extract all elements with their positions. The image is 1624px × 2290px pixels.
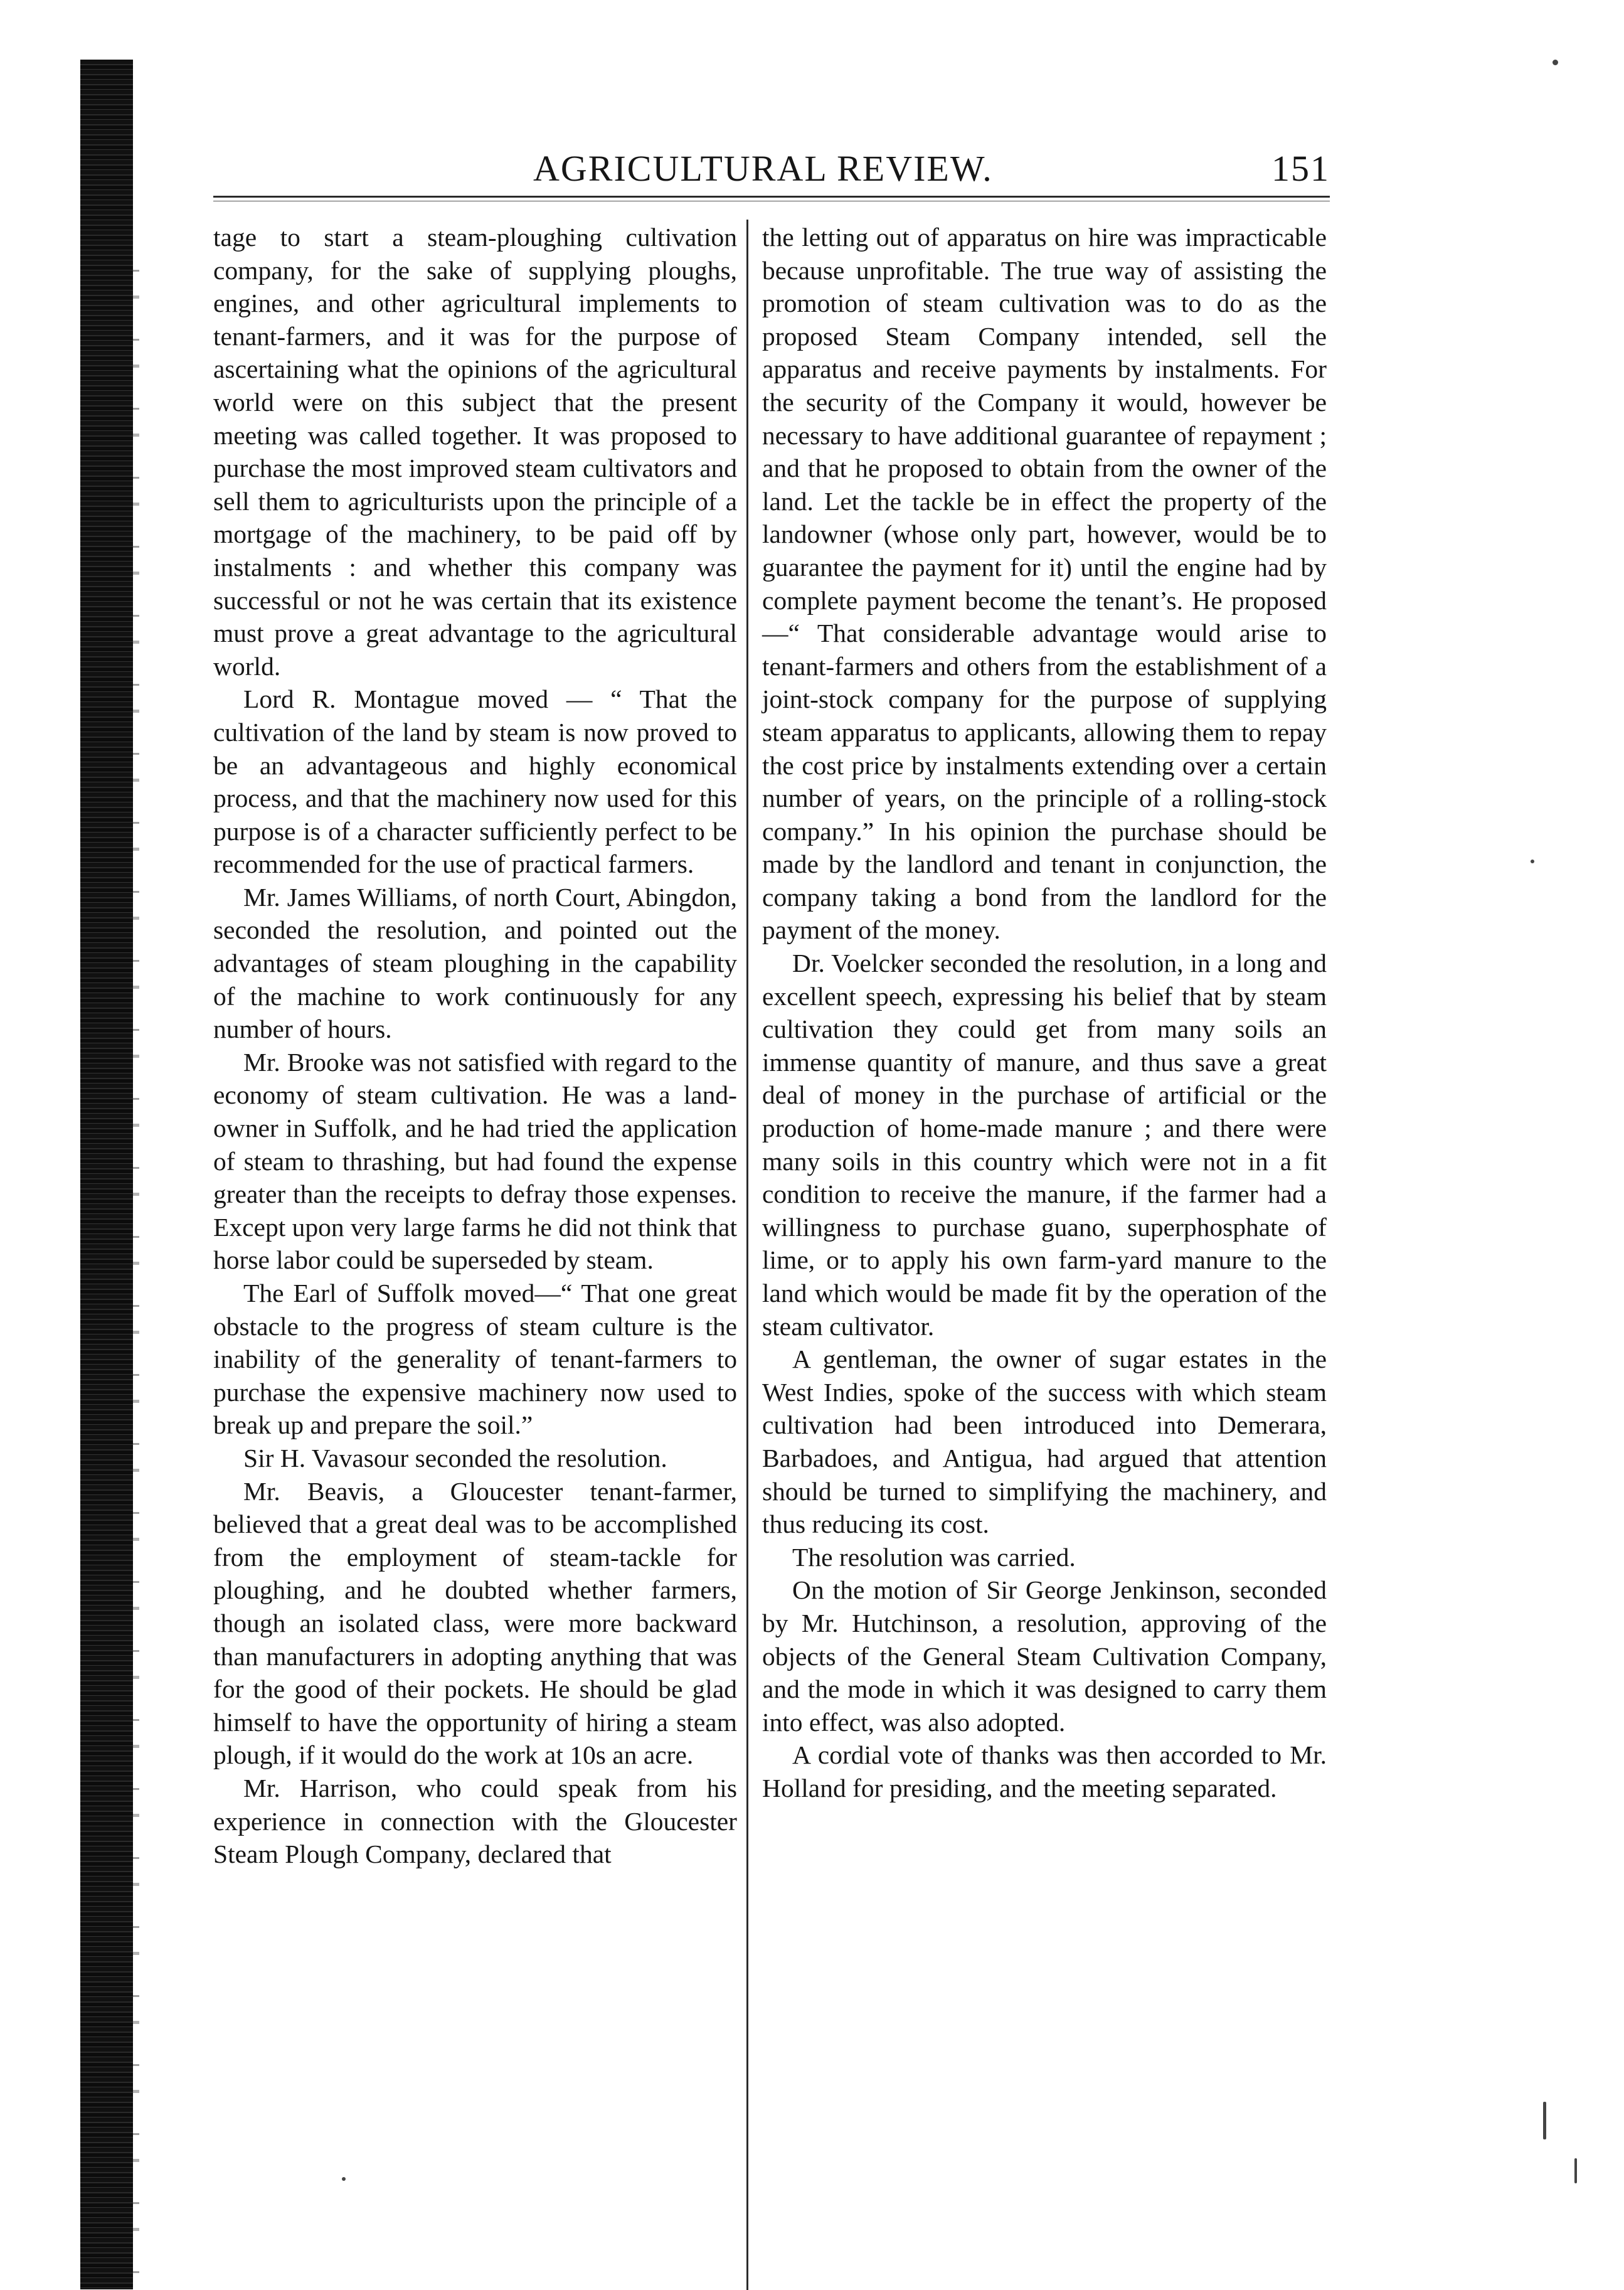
- paragraph: A cordial vote of thanks was then accorded to Mr. Holland for presiding, and the meeting separated.: [762, 1740, 1327, 1803]
- paragraph: tage to start a steam-ploughing cultivation company, for the sake of supplying ploughs, engines, and other agricultural implements to tenant-farmers, and it was for the purpose of ascertaining what the opinions of the agricultural world were on this subject that the present meeting was called together. It was proposed to purchase the most improved steam cultivators and sell them to agriculturists upon the principle of a mortgage of the machinery, to be paid off by instalments : and whether this company was successful or not he was certain that its existence must prove a great advantage to the agricultural world.: [213, 223, 737, 681]
- paragraph: Mr. Harrison, who could speak from his experience in connection with the Gloucester Steam Plough Company, declared that: [213, 1773, 737, 1869]
- scan-speck: [1552, 60, 1558, 65]
- right-column: [762, 221, 1327, 1805]
- scan-speck: [1531, 860, 1534, 863]
- paragraph: Mr. Brooke was not satisfied with regard to the economy of steam cultivation. He was a land-owner in Suffolk, and he had tried the application of steam to thrashing, but had found the expense greater than the receipts to defray those expenses. Except upon very large farms he did not think that horse labor could be superseded by steam.: [213, 1047, 737, 1275]
- paragraph: The Earl of Suffolk moved—“ That one great obstacle to the progress of steam culture is the inability of the generality of tenant-farmers to purchase the expensive machinery now used to break up and prepare the soil.”: [213, 1279, 737, 1440]
- paragraph: Mr. Beavis, a Gloucester tenant-farmer, believed that a great deal was to be accomplished from the employment of steam-tackle for ploughing, and he doubted whether farmers, though an isolated class, were more backward than manufacturers in adopting anything that was for the good of their pockets. He should be glad himself to have the opportunity of hiring a steam plough, if it would do the work at 10s an acre.: [213, 1476, 737, 1770]
- journal-title: AGRICULTURAL REVIEW.: [533, 148, 993, 189]
- scan-speck: [1543, 2102, 1546, 2139]
- paragraph: On the motion of Sir George Jenkinson, seconded by Mr. Hutchinson, a resolution, approving of the objects of the General Steam Cultivation Company, and the mode in which it was designed to carry them into effect, was also adopted.: [762, 1575, 1327, 1737]
- paragraph: A gentleman, the owner of sugar estates in the West Indies, spoke of the success with which steam cultivation had been introduced into Demerara, Barbadoes, and Antigua, had argued that attention should be turned to simplifying the machinery, and thus reducing its cost.: [762, 1345, 1327, 1539]
- paragraph: The resolution was carried.: [792, 1542, 1076, 1572]
- running-head: [483, 135, 1330, 191]
- scan-speck: [342, 2177, 346, 2181]
- header-rule: [213, 196, 1330, 198]
- page-spine-shadow: [80, 60, 133, 2289]
- paragraph: Mr. James Williams, of north Court, Abingdon, seconded the resolution, and pointed out the advantages of steam ploughing in the capability of the machine to work continuously for any number of hours.: [213, 882, 737, 1044]
- paragraph: Sir H. Vavasour seconded the resolution.: [243, 1443, 667, 1473]
- page-number: 151: [1271, 148, 1330, 189]
- scan-speck: [1574, 2158, 1577, 2183]
- column-divider: [746, 220, 748, 2290]
- page-spine-edge: [133, 270, 139, 2277]
- paragraph: the letting out of apparatus on hire was impracticable because unprofitable. The true way of assisting the promotion of steam cultivation was to do as the proposed Steam Company intended, sell the apparatus and receive payments by instalments. For the security of the Company it would, however be necessary to have additional guarantee of repayment ; and that he proposed to obtain from the owner of the land. Let the tackle be in effect the property of the landowner (whose only part, however, would be to guarantee the payment for it) until the engine had by complete payment become the tenant’s. He proposed—“ That considerable advantage would arise to tenant-farmers and others from the establishment of a joint-stock company for the purpose of supplying steam apparatus to applicants, allowing them to repay the cost price by instalments extending over a certain number of years, on the principle of a rolling-stock company.” In his opinion the purchase should be made by the landlord and tenant in conjunction, the company taking a bond from the landlord for the payment of the money.: [762, 223, 1327, 945]
- left-column: [213, 221, 737, 1871]
- paragraph: Lord R. Montague moved — “ That the cultivation of the land by steam is now proved to be an advantageous and highly economical process, and that the machinery now used for this purpose is of a character sufficiently perfect to be recommended for the use of practical farmers.: [213, 684, 737, 879]
- paragraph: Dr. Voelcker seconded the resolution, in a long and excellent speech, expressing his belief that by steam cultivation they could get from many soils an immense quantity of manure, and thus save a great deal of money in the purchase of artificial or the production of home-made manure ; and there were many soils in this country which were not in a fit condition to receive the manure, if the farmer had a willingness to purchase guano, superphosphate of lime, or to apply his own farm-yard manure to the land which would be made fit by the operation of the steam cultivator.: [762, 949, 1327, 1341]
